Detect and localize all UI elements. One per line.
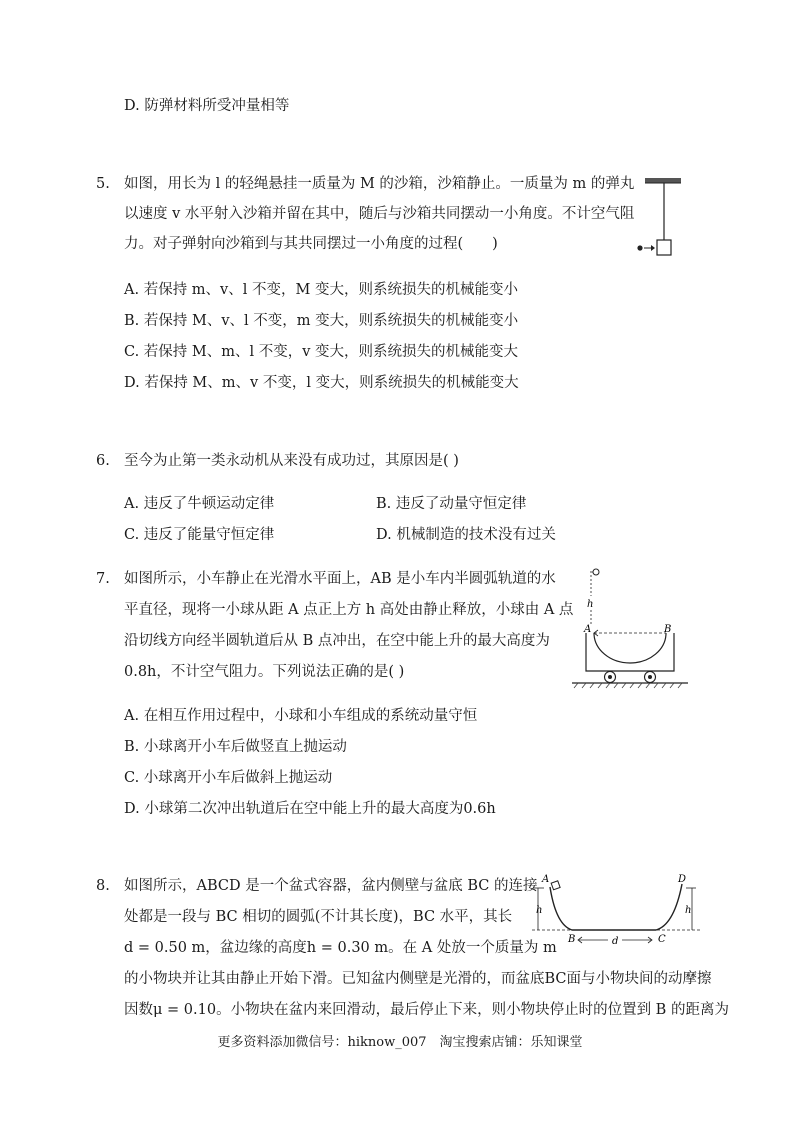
q8-basin-figure [530, 870, 702, 948]
q8-label-d-length: d [612, 936, 619, 947]
q7-label-h: h [587, 599, 594, 610]
q8-label-h-left: h [536, 905, 543, 916]
q4-option-d: D. 防弹材料所受冲量相等 [124, 98, 290, 114]
q7-stem-line-3: 沿切线方向经半圆轨道后从 B 点冲出，在空中能上升的最大高度为 [124, 633, 550, 649]
q8-stem-line-2: 处都是一段与 BC 相切的圆弧(不计其长度)，BC 水平，其长 [124, 909, 513, 925]
q5-number: 5. [96, 176, 110, 192]
q7-number: 7. [96, 571, 110, 587]
q7-option-d: D. 小球第二次冲出轨道后在空中能上升的最大高度为0.6h [124, 801, 496, 817]
q7-option-a: A. 在相互作用过程中，小球和小车组成的系统动量守恒 [124, 708, 478, 724]
q7-label-a: A [584, 624, 592, 635]
q7-cart-figure [570, 566, 690, 691]
q8-stem-line-4: 的小物块并让其由静止开始下滑。已知盆内侧壁是光滑的，而盆底BC面与小物块间的动摩擦 [124, 971, 712, 987]
q8-label-h-right: h [685, 905, 692, 916]
q5-option-b: B. 若保持 M、v、l 不变，m 变大，则系统损失的机械能变小 [124, 313, 519, 329]
q5-option-c: C. 若保持 M、m、l 不变，v 变大，则系统损失的机械能变大 [124, 344, 519, 360]
q8-stem-line-3: d = 0.50 m，盆边缘的高度h = 0.30 m。在 A 处放一个质量为 m [124, 940, 557, 956]
q7-option-b: B. 小球离开小车后做竖直上抛运动 [124, 739, 347, 755]
q6-stem: 至今为止第一类永动机从来没有成功过，其原因是( ) [124, 453, 459, 469]
q5-option-a: A. 若保持 m、v、l 不变，M 变大，则系统损失的机械能变小 [124, 282, 518, 298]
q8-stem-line-5: 因数μ = 0.10。小物块在盆内来回滑动，最后停止下来，则小物块停止时的位置到 B 的距离为 [124, 1002, 729, 1018]
q5-stem-line-3: 力。对子弹射向沙箱到与其共同摆过一小角度的过程( ) [124, 236, 498, 252]
q6-option-d: D. 机械制造的技术没有过关 [376, 527, 556, 543]
q7-stem-line-2: 平直径，现将一小球从距 A 点正上方 h 高处由静止释放，小球由 A 点 [124, 602, 574, 618]
page-footer: 更多资料添加微信号：hiknow_007 淘宝搜索店铺：乐知课堂 [217, 1035, 583, 1050]
q5-stem-line-2: 以速度 v 水平射入沙箱并留在其中，随后与沙箱共同摆动一小角度。不计空气阻 [124, 206, 635, 222]
q8-label-b: B [568, 934, 576, 945]
q7-stem-line-4: 0.8h，不计空气阻力。下列说法正确的是( ) [124, 664, 405, 680]
q8-label-d: D [678, 874, 687, 885]
q5-stem-line-1: 如图，用长为 l 的轻绳悬挂一质量为 M 的沙箱，沙箱静止。一质量为 m 的弹丸 [124, 176, 635, 192]
q5-option-d: D. 若保持 M、m、v 不变，l 变大，则系统损失的机械能变大 [124, 375, 519, 391]
q6-option-c: C. 违反了能量守恒定律 [124, 527, 275, 543]
q5-pendulum-figure [636, 176, 686, 266]
q6-option-b: B. 违反了动量守恒定律 [376, 496, 527, 512]
q7-option-c: C. 小球离开小车后做斜上抛运动 [124, 770, 333, 786]
q6-option-a: A. 违反了牛顿运动定律 [124, 496, 275, 512]
q8-stem-line-1: 如图所示，ABCD 是一个盆式容器，盆内侧壁与盆底 BC 的连接 [124, 878, 538, 894]
q6-number: 6. [96, 453, 110, 469]
q8-label-a: A [542, 874, 550, 885]
q7-stem-line-1: 如图所示，小车静止在光滑水平面上，AB 是小车内半圆弧轨道的水 [124, 571, 556, 587]
q7-label-b: B [664, 624, 672, 635]
q8-number: 8. [96, 878, 110, 894]
q8-label-c: C [658, 934, 666, 945]
